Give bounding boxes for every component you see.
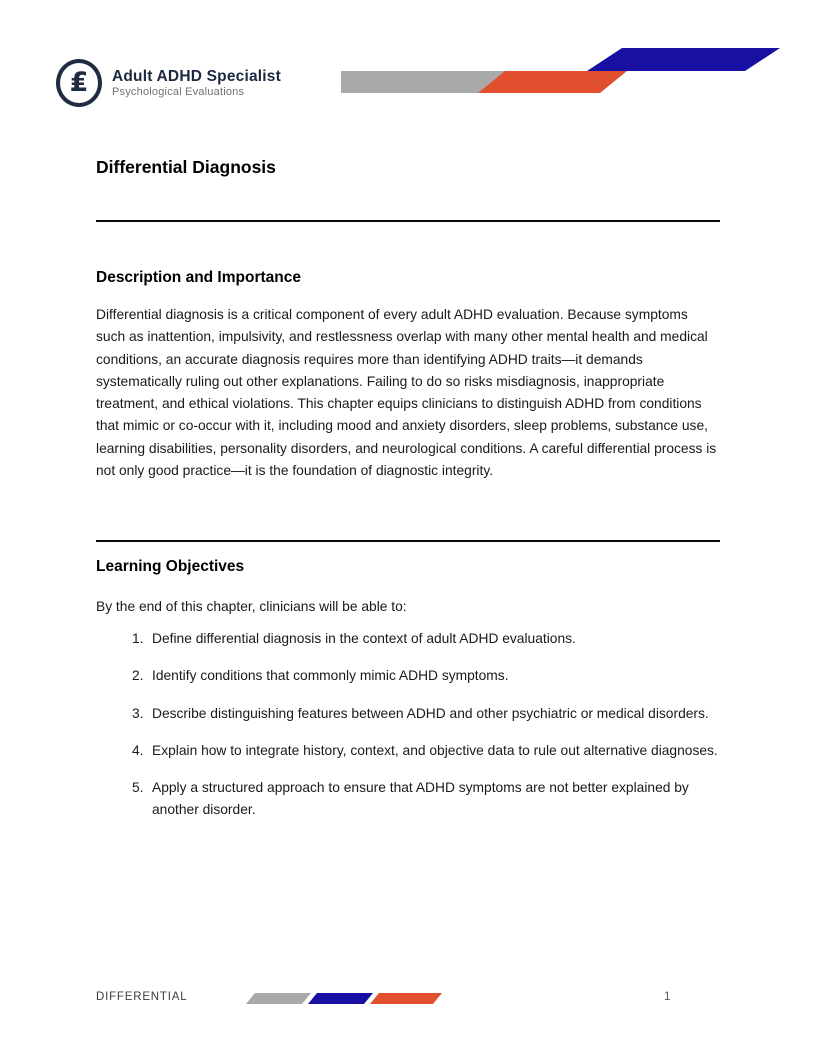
list-item	[96, 777, 720, 822]
brand-tagline: Psychological Evaluations	[112, 86, 245, 99]
logo-text	[112, 68, 281, 99]
horizontal-rule-top	[96, 220, 720, 222]
footer-bar-orange	[370, 993, 442, 1004]
section-heading-objectives: Learning Objectives	[96, 558, 245, 575]
list-item-number: 3.	[132, 705, 144, 721]
objectives-intro: By the end of this chapter, clinicians will be able to:	[96, 599, 407, 614]
list-item-number: 2.	[132, 668, 144, 684]
footer-label: DIFFERENTIAL	[96, 991, 188, 1003]
header-bar-blue	[587, 48, 780, 71]
list-item-number: 5.	[132, 780, 144, 796]
list-item	[96, 740, 720, 762]
list-item-text: Describe distinguishing features between ADHD and other psychiatric or medical disorders.	[152, 705, 709, 721]
footer-bar-gray	[246, 993, 311, 1004]
list-item-number: 4.	[132, 742, 144, 758]
page-number: 1	[664, 991, 671, 1003]
description-paragraph: Differential diagnosis is a critical component of every adult ADHD evaluation. Because symptoms such as inattention, impulsivity, and restlessness overlap with many other mental health and medical conditions, an accurate diagnosis requires more than identifying ADHD traits—it demands systematically ruling out other explanations. Failing to do so risks misdiagnosis, inappropriate treatment, and ethical violations. This chapter equips clinicians to distinguish ADHD from conditions that mimic or co-occur with it, including mood and anxiety disorders, sleep problems, substance use, learning disabilities, personality disorders, and neurological conditions. A careful differential process is not only good practice—it is the foundation of diagnostic integrity.	[96, 307, 717, 479]
section-heading-description: Description and Importance	[96, 269, 301, 286]
list-item	[96, 628, 720, 650]
logo-monogram-icon	[56, 59, 102, 107]
list-item-text: Explain how to integrate history, context, and objective data to rule out alternative diagnoses.	[152, 742, 718, 758]
footer-bar-blue	[308, 993, 373, 1004]
list-item-text: Identify conditions that commonly mimic ADHD symptoms.	[152, 668, 509, 684]
header-bar-gray	[341, 71, 505, 93]
brand-name: Adult ADHD Specialist	[112, 67, 281, 85]
list-item	[96, 703, 720, 725]
document-title: Differential Diagnosis	[96, 157, 276, 177]
list-item-text: Define differential diagnosis in the context of adult ADHD evaluations.	[152, 631, 576, 646]
list-item	[96, 665, 720, 687]
list-item-number: 1.	[132, 631, 144, 646]
brand-logo	[56, 59, 281, 107]
horizontal-rule-middle	[96, 540, 720, 542]
list-item-text: Apply a structured approach to ensure that ADHD symptoms are not better explained by another disorder.	[152, 780, 689, 818]
logo-monogram-glyph: ₤	[69, 66, 89, 98]
objectives-list	[96, 628, 720, 837]
